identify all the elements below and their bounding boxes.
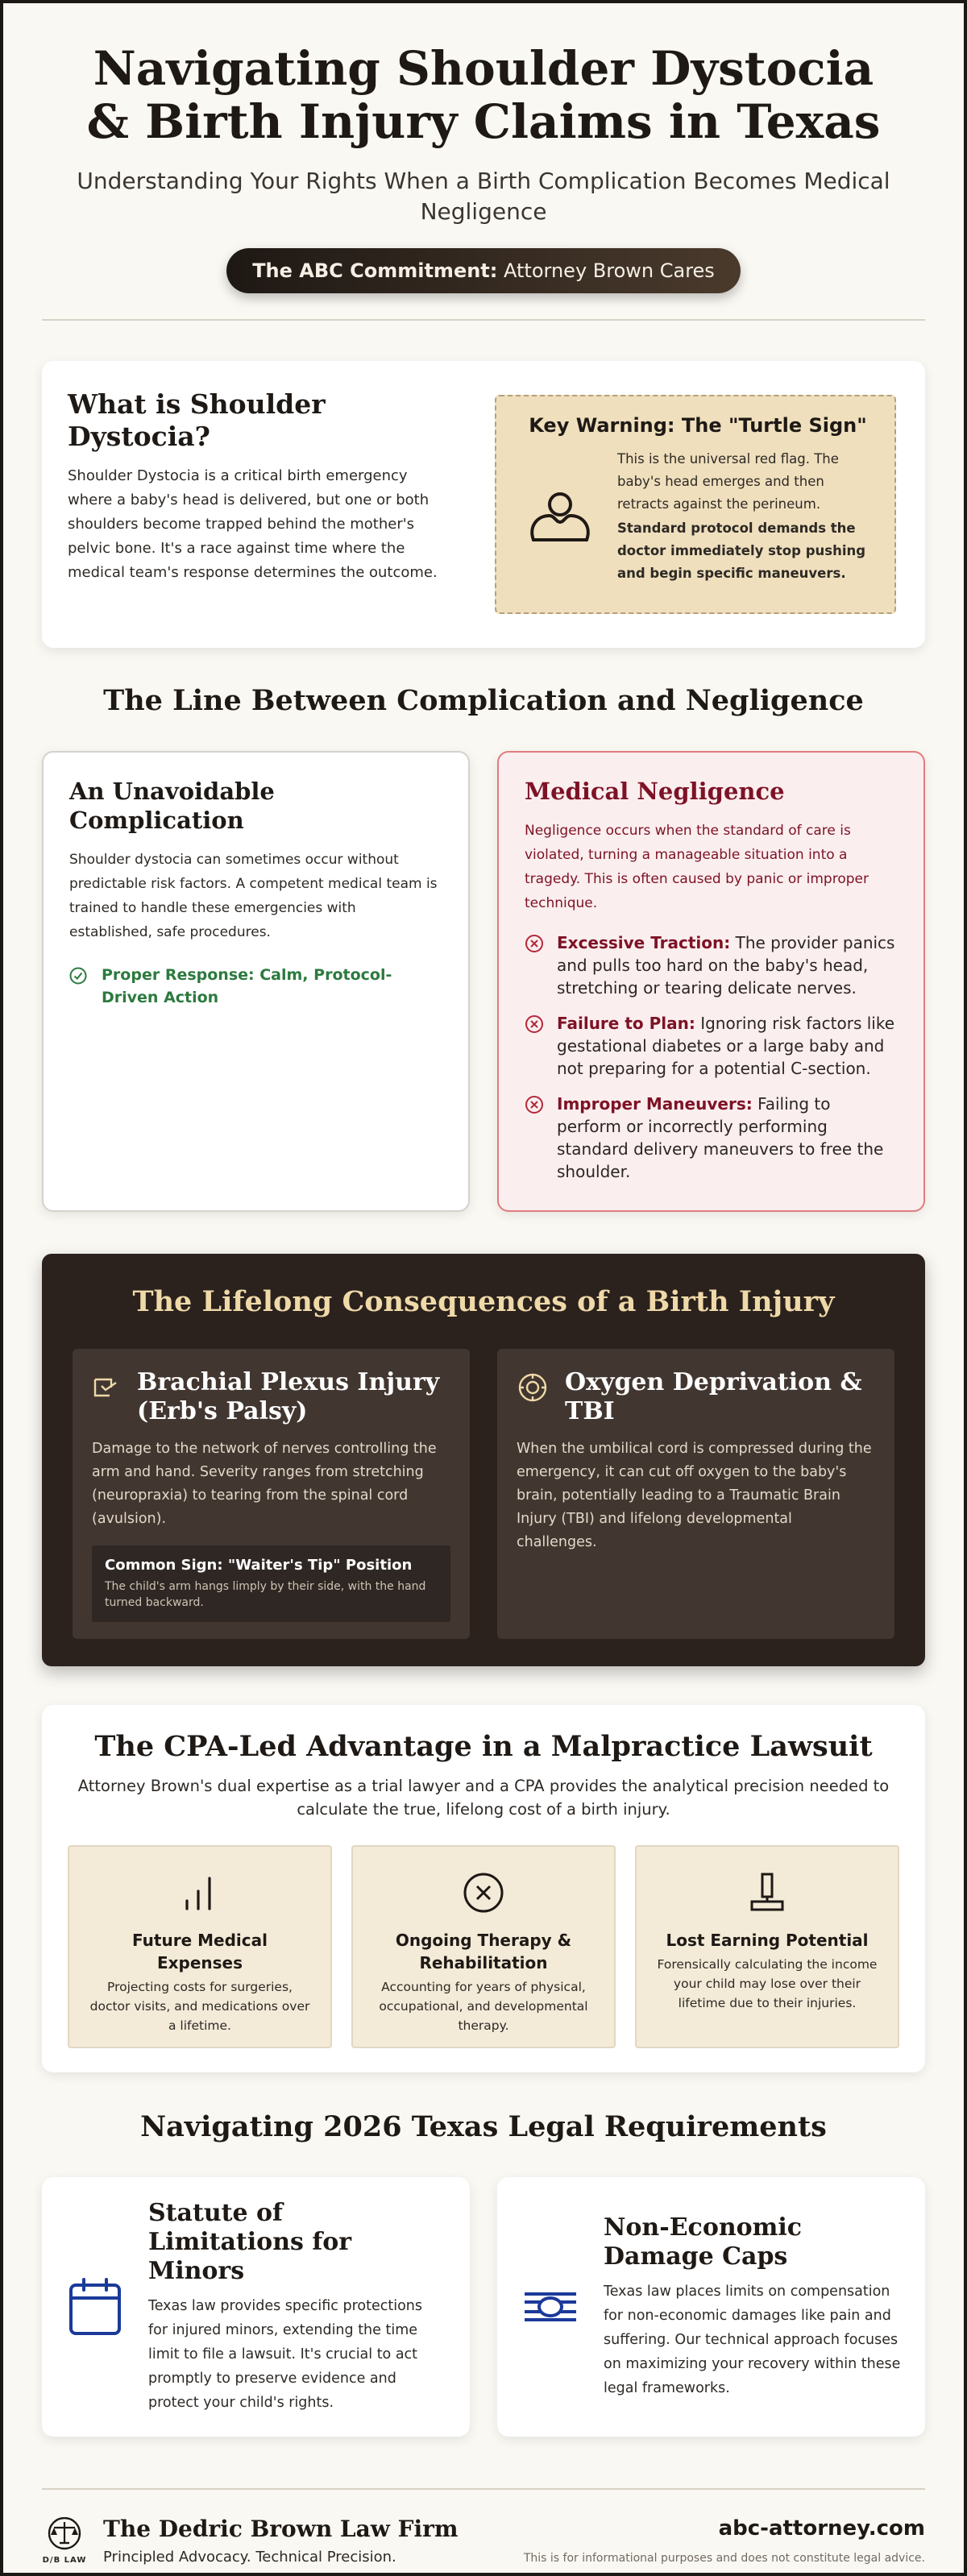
toolkit-icon bbox=[654, 1868, 880, 1918]
pill-bold-label: The ABC Commitment: bbox=[252, 259, 498, 282]
statute-card bbox=[42, 2177, 470, 2437]
consequences-title: The Lifelong Consequences of a Birth Injury bbox=[132, 1285, 835, 1318]
statute-body: Texas law provides specific protections for injured minors, extending the time limit to file a lawsuit. It's crucial to act promptly to preserve evidence and protect your child's rights. bbox=[148, 2298, 422, 2411]
oxygen-title: Oxygen Deprivation & TBI bbox=[565, 1368, 862, 1425]
item-text: The provider panics and pulls too hard on the baby's head, stretching or tearing delicate nerves. bbox=[557, 933, 895, 998]
hero-header bbox=[42, 42, 925, 293]
list-item bbox=[525, 931, 898, 999]
negligence-body: Negligence occurs when the standard of care is violated, turning a manageable situation into a tragedy. This is often caused by panic or improper technique. bbox=[525, 823, 869, 911]
caps-title: Non-Economic Damage Caps bbox=[604, 2213, 803, 2271]
shoulder-outline-icon bbox=[525, 448, 595, 585]
complication-body: Shoulder dystocia can sometimes occur without predictable risk factors. A competent medical team is trained to handle these emergencies with established, safe procedures. bbox=[69, 852, 438, 940]
cpa-title: The CPA-Led Advantage in a Malpractice Lawsuit bbox=[94, 1730, 873, 1763]
caps-card bbox=[497, 2177, 925, 2437]
item-text: Failing to perform or incorrectly performing standard delivery maneuvers to free the shoulder. bbox=[557, 1094, 884, 1181]
waiters-tip-box bbox=[92, 1545, 450, 1622]
cpa-box-earning bbox=[635, 1845, 899, 2048]
cpa-card bbox=[42, 1705, 925, 2072]
warning-body-text: This is the universal red flag. The baby's head emerges and then retracts against the perineum. bbox=[617, 451, 839, 512]
check-circle-icon bbox=[69, 967, 87, 985]
list-item bbox=[525, 1012, 898, 1080]
proper-response bbox=[69, 964, 442, 1009]
what-is-body: Shoulder Dystocia is a critical birth emergency where a baby's head is delivered, but one or both shoulders become trapped behind the mother's pelvic bone. It's a race against time where the medical team's response determines the outcome. bbox=[68, 467, 438, 581]
website-link[interactable]: abc-attorney.com bbox=[718, 2516, 925, 2541]
firm-tagline: Principled Advocacy. Technical Precision. bbox=[103, 2549, 396, 2566]
brachial-body: Damage to the network of nerves controlling the arm and hand. Severity ranges from stretching (neuropraxia) to tearing from the spinal cord (avulsion). bbox=[92, 1441, 437, 1527]
divider bbox=[42, 319, 925, 321]
brachial-card bbox=[73, 1349, 470, 1639]
item-label: Excessive Traction: bbox=[557, 933, 731, 952]
disclaimer: This is for informational purposes and does not constitute legal advice. bbox=[523, 2552, 925, 2565]
negligence-card bbox=[497, 751, 925, 1212]
x-circle-icon bbox=[525, 1014, 544, 1034]
negligence-title: Medical Negligence bbox=[525, 778, 785, 805]
cpa-box-body: Projecting costs for surgeries, doctor visits, and medications over a lifetime. bbox=[89, 1980, 310, 2033]
brain-oxygen-icon bbox=[517, 1371, 549, 1404]
page-subtitle: Understanding Your Rights When a Birth Complication Becomes Medical Negligence bbox=[77, 168, 890, 225]
complication-title: An Unavoidable Complication bbox=[69, 778, 275, 834]
cpa-box-title: Lost Earning Potential bbox=[666, 1931, 869, 1950]
cpa-box-therapy bbox=[351, 1845, 616, 2048]
consequences-panel bbox=[42, 1254, 925, 1666]
sign-title: Common Sign: "Waiter's Tip" Position bbox=[105, 1557, 413, 1574]
warning-title: Key Warning: The "Turtle Sign" bbox=[529, 414, 867, 437]
proper-response-label: Proper Response: Calm, Protocol-Driven Action bbox=[102, 966, 392, 1006]
item-label: Failure to Plan: bbox=[557, 1014, 695, 1033]
comparison-row bbox=[42, 751, 925, 1212]
scales-logo-icon bbox=[42, 2517, 87, 2565]
complication-card bbox=[42, 751, 470, 1212]
logo-text: D/B LAW bbox=[42, 2555, 87, 2565]
brachial-title: Brachial Plexus Injury (Erb's Palsy) bbox=[137, 1368, 440, 1425]
cpa-lead: Attorney Brown's dual expertise as a trial lawyer and a CPA provides the analytical precision needed to calculate the true, lifelong cost of a birth injury. bbox=[77, 1777, 890, 1819]
arm-injury-icon bbox=[92, 1373, 121, 1402]
x-circle-icon bbox=[525, 1095, 544, 1114]
cpa-box-body: Forensically calculating the income your child may lose over their lifetime due to their injuries. bbox=[657, 1957, 878, 2010]
warning-box bbox=[495, 395, 896, 614]
pill-label: Attorney Brown Cares bbox=[504, 259, 715, 282]
firm-name: The Dedric Brown Law Firm bbox=[103, 2516, 459, 2542]
what-is-title: What is Shoulder Dystocia? bbox=[68, 388, 326, 452]
oxygen-card bbox=[497, 1349, 894, 1639]
page-title: Navigating Shoulder Dystocia & Birth Injury Claims in Texas bbox=[86, 41, 881, 149]
footer bbox=[42, 2490, 925, 2566]
bar-chart-icon bbox=[87, 1868, 313, 1918]
line-between-title: The Line Between Complication and Negligence bbox=[103, 684, 864, 717]
warning-strong-text: Standard protocol demands the doctor immediately stop pushing and begin specific maneuvers. bbox=[617, 521, 866, 581]
cpa-box-title: Future Medical Expenses bbox=[132, 1931, 268, 1972]
x-circle-outline-icon bbox=[371, 1868, 596, 1918]
x-circle-icon bbox=[525, 934, 544, 953]
what-is-card bbox=[42, 361, 925, 648]
item-label: Improper Maneuvers: bbox=[557, 1094, 753, 1114]
sign-body: The child's arm hangs limply by their side, with the hand turned backward. bbox=[105, 1580, 426, 1609]
item-text: Ignoring risk factors like gestational diabetes or a large baby and not preparing for a potential C-section. bbox=[557, 1014, 895, 1078]
oxygen-body: When the umbilical cord is compressed during the emergency, it can cut off oxygen to the baby's brain, potentially leading to a Traumatic Brain Injury (TBI) and lifelong developmental challenges. bbox=[517, 1441, 872, 1550]
caps-body: Texas law places limits on compensation for non-economic damages like pain and suffering. Our technical approach focuses on maximizing your recovery within these legal frameworks. bbox=[604, 2284, 901, 2396]
texas-flag-icon bbox=[521, 2289, 579, 2325]
calendar-icon bbox=[66, 2277, 124, 2337]
statute-title: Statute of Limitations for Minors bbox=[148, 2199, 352, 2285]
negligence-list bbox=[525, 931, 898, 1183]
cpa-box-title: Ongoing Therapy & Rehabilitation bbox=[395, 1931, 572, 1972]
commitment-pill bbox=[226, 248, 741, 293]
cpa-box-medical bbox=[68, 1845, 332, 2048]
texas-row bbox=[42, 2177, 925, 2437]
cpa-box-body: Accounting for years of physical, occupational, and developmental therapy. bbox=[379, 1980, 588, 2033]
list-item bbox=[525, 1093, 898, 1183]
texas-title: Navigating 2026 Texas Legal Requirements bbox=[140, 2110, 827, 2143]
